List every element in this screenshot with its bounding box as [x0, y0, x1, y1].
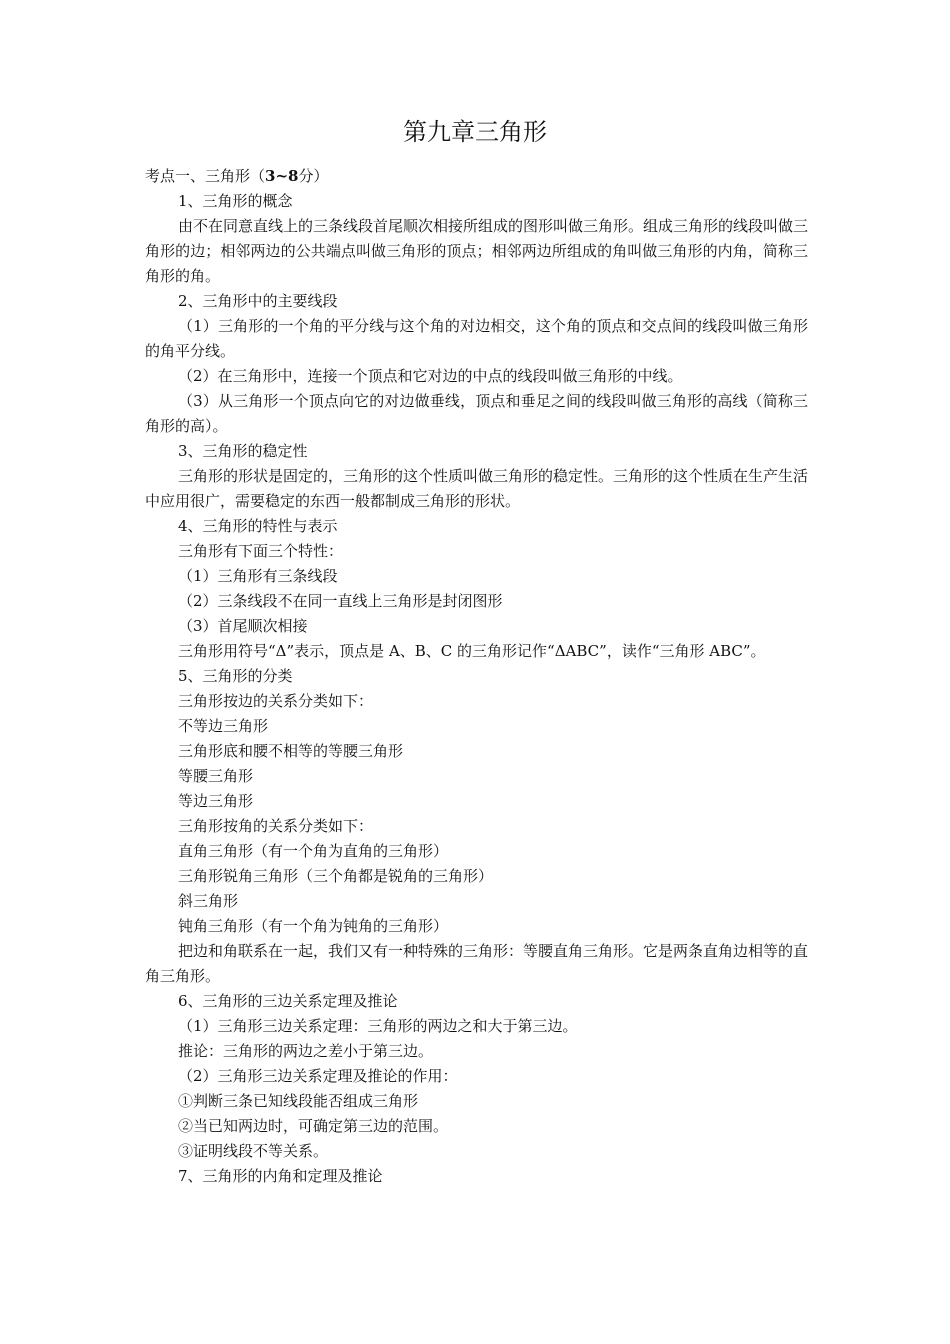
by-side-item: 等边三角形 [178, 792, 254, 810]
by-angle-item: 直角三角形（有一个角为直角的三角形） [178, 842, 449, 860]
subheading-5: 5、三角形的分类 [178, 667, 293, 685]
section-heading [145, 164, 808, 189]
subheading-3: 3、三角形的稳定性 [178, 442, 308, 460]
by-side-item: 三角形底和腰不相等的等腰三角形 [178, 742, 404, 760]
use-item: ③证明线段不等关系。 [178, 1142, 329, 1160]
theorem: （1）三角形三边关系定理：三角形的两边之和大于第三边。 [178, 1017, 578, 1035]
corollary: 推论：三角形的两边之差小于第三边。 [178, 1042, 434, 1060]
paragraph-special: 把边和角联系在一起，我们又有一种特殊的三角形：等腰直角三角形。它是两条直角边相等的直角三角形。 [145, 942, 809, 985]
document-body [145, 164, 808, 1189]
uses-intro: （2）三角形三边关系定理及推论的作用： [178, 1067, 458, 1085]
subheading-7: 7、三角形的内角和定理及推论 [178, 1167, 383, 1185]
paragraph-altitude: （3）从三角形一个顶点向它的对边做垂线，顶点和垂足之间的线段叫做三角形的高线（简称三角形的高）。 [145, 392, 808, 435]
subheading-4: 4、三角形的特性与表示 [178, 517, 338, 535]
paragraph-stability: 三角形的形状是固定的，三角形的这个性质叫做三角形的稳定性。三角形的这个性质在生产生活中应用很广，需要稳定的东西一般都制成三角形的形状。 [145, 467, 809, 510]
by-angle-item: 三角形锐角三角形（三个角都是锐角的三角形） [178, 867, 494, 885]
feature-1: （1）三角形有三条线段 [178, 567, 338, 585]
features-intro: 三角形有下面三个特性： [178, 542, 344, 560]
by-side-item: 不等边三角形 [178, 717, 269, 735]
page-title: 第九章三角形 [403, 118, 547, 146]
by-angle-intro: 三角形按角的关系分类如下： [178, 817, 374, 835]
section-heading-suffix: 分） [298, 167, 329, 185]
section-heading-prefix: 考点一、三角形（ [145, 167, 266, 185]
paragraph-concept: 由不在同意直线上的三条线段首尾顺次相接所组成的图形叫做三角形。组成三角形的线段叫做三角形的边；相邻两边的公共端点叫做三角形的顶点；相邻两边所组成的角叫做三角形的内角，简称三角形的角。 [145, 217, 809, 285]
paragraph-angle-bisector: （1）三角形的一个角的平分线与这个角的对边相交，这个角的顶点和交点间的线段叫做三角形的角平分线。 [145, 317, 808, 360]
subheading-2: 2、三角形中的主要线段 [178, 292, 338, 310]
paragraph-median: （2）在三角形中，连接一个顶点和它对边的中点的线段叫做三角形的中线。 [178, 367, 683, 385]
feature-3: （3）首尾顺次相接 [178, 617, 308, 635]
section-heading-score: 3~8 [265, 167, 299, 185]
use-item: ②当已知两边时，可确定第三边的范围。 [178, 1117, 449, 1135]
by-angle-item: 斜三角形 [178, 892, 239, 910]
by-angle-item: 钝角三角形（有一个角为钝角的三角形） [178, 917, 449, 935]
paragraph-symbol: 三角形用符号“Δ”表示，顶点是 A、B、C 的三角形记作“ΔABC”，读作“三角形 ABC”。 [178, 642, 766, 660]
by-side-item: 等腰三角形 [178, 767, 254, 785]
subheading-6: 6、三角形的三边关系定理及推论 [178, 992, 398, 1010]
subheading-1: 1、三角形的概念 [178, 192, 293, 210]
feature-2: （2）三条线段不在同一直线上三角形是封闭图形 [178, 592, 503, 610]
by-side-intro: 三角形按边的关系分类如下： [178, 692, 374, 710]
use-item: ①判断三条已知线段能否组成三角形 [178, 1092, 419, 1110]
